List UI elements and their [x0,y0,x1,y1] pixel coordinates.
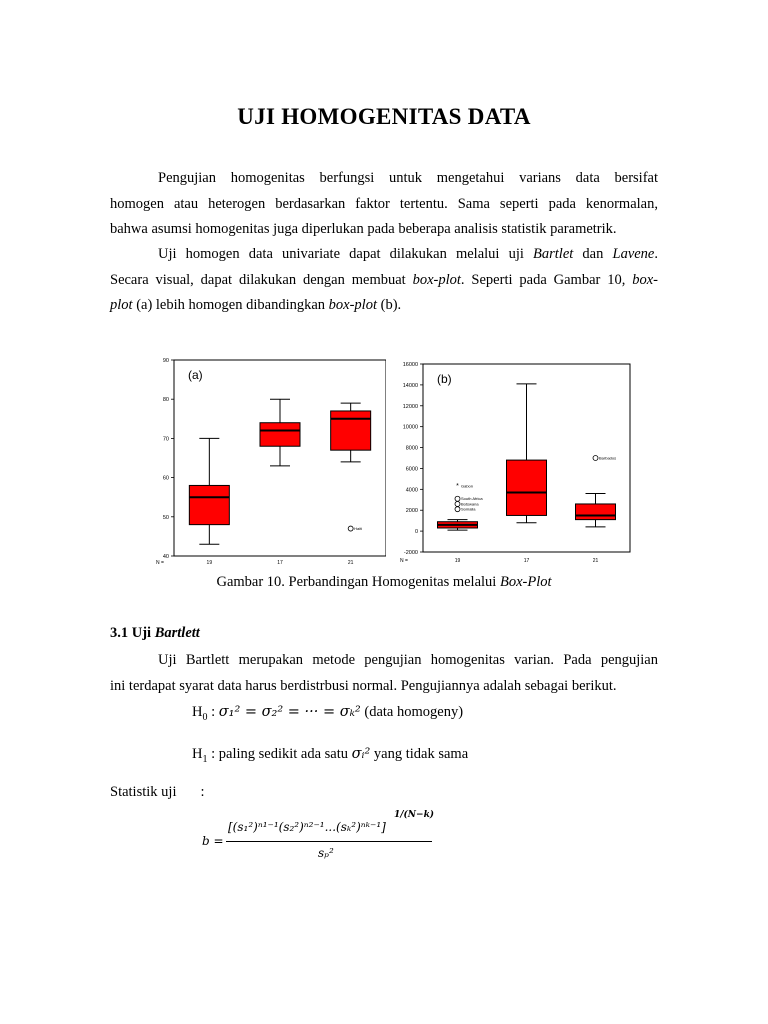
h0-colon: : [207,704,219,720]
outlier-point [455,501,460,506]
text-line: homogen atau heterogen berdasarkan faktor tertentu. Sama seperti pada kenormalan, [110,195,658,212]
y-tick-label: 14000 [402,382,418,389]
category-label: 21 [347,560,354,566]
text-line [110,242,658,268]
formula-numerator: [(s₁²)ⁿ¹⁻¹(s₂²)ⁿ²⁻¹...(sₖ²)ⁿᵏ⁻¹] [228,820,386,834]
h0-label: H [192,704,203,720]
y-tick-label: 16000 [402,362,418,368]
category-label: 21 [592,558,599,564]
text-run: Uji homogen data univariate dapat dilakukan melalui uji [158,246,534,262]
h1-tail: yang tidak sama [370,746,469,762]
hypothesis-h0 [192,704,463,723]
y-tick-label: 0 [414,529,418,536]
outlier-label: Barbados [599,455,617,461]
text-line [110,268,658,294]
text-run: (a) lebih homogen dibandingkan [132,297,329,313]
formula-denominator: sₚ² [318,846,334,860]
h1-subscript: 1 [202,753,208,765]
h0-subscript: 0 [202,711,208,723]
category-label: 17 [277,560,283,566]
outlier-point [348,526,353,531]
text-run-italic: Bartlet [533,246,574,262]
text-run: . Seperti pada Gambar 10, [460,271,633,288]
h0-note: (data homogeny) [360,704,464,720]
paragraph-methods [110,242,658,319]
caption-text: Gambar 10. Perbandingan Homogenitas melalui [216,574,500,590]
y-tick-label: 50 [162,514,169,521]
caption-italic: Box-Plot [499,574,552,590]
n-corner-label: N = [400,558,408,564]
page-title: UJI HOMOGENITAS DATA [237,104,531,129]
y-tick-label: 40 [162,554,169,560]
paragraph-intro [110,166,658,243]
category-label: 17 [523,558,530,564]
fraction-bar [226,841,432,842]
y-tick-label: 2000 [405,508,418,515]
outlier-label: South Africa [461,496,483,502]
box [260,423,300,447]
y-tick-label: 90 [162,358,169,364]
boxplot-chart-b [398,360,632,566]
n-corner-label: N = [156,560,164,566]
text-run: dan [573,246,613,262]
panel-label: (a) [188,368,203,382]
h1-symbol: σᵢ² [351,746,371,762]
text-line: Pengujian homogenitas berfungsi untuk mengetahui varians data bersifat [158,170,658,186]
category-label: 19 [206,560,213,566]
text-run: . [654,246,658,262]
outlier-label: Somalia [461,506,476,512]
text-line: bahwa asumsi homogenitas juga diperlukan pada beberapa analisis statistik parametrik. [110,221,617,237]
statistic-label [110,784,205,801]
outlier-label: Botswana [461,501,479,507]
formula-exponent: 1/(N−k) [394,810,435,820]
y-tick-label: 80 [162,397,169,404]
h1-text: : paling sedikit ada satu [207,746,352,762]
box [189,485,229,524]
box [507,460,547,515]
text-run-italic: plot [110,297,133,313]
extreme-point: * [456,483,459,491]
stat-label-text: Statistik uji [110,784,177,800]
text-run-italic: box-plot [328,297,377,313]
box [576,504,616,520]
h0-formula: σ₁² = σ₂² = ··· = σₖ² [218,704,361,720]
boxplot-chart-a [154,354,386,568]
outlier-point [593,456,598,461]
outlier-label: Haiti [354,526,363,532]
formula-lhs: b = [202,834,224,848]
text-run-italic: box-plot [412,271,461,288]
y-tick-label: 70 [162,436,169,443]
text-run-italic: box- [632,271,658,288]
text-run: Secara visual, dapat dilakukan dengan membuat [110,271,413,288]
h1-label: H [192,746,203,762]
y-tick-label: 8000 [405,445,418,452]
text-line: ini terdapat syarat data harus berdistrbusi normal. Pengujiannya adalah sebagai berikut. [110,677,617,694]
paragraph-bartlett [110,648,658,699]
text-line: Uji Bartlett merupakan metode pengujian homogenitas varian. Pada pengujian [158,652,658,668]
panel-label: (b) [437,372,452,386]
outlier-point [455,496,460,501]
section-heading [110,625,200,642]
hypothesis-h1 [192,746,468,765]
y-tick-label: -2000 [403,550,418,556]
section-number: 3.1 Uji [110,625,155,641]
text-line [110,293,658,319]
y-tick-label: 12000 [402,403,418,410]
text-run-italic: Lavene [612,246,655,262]
section-title: Bartlett [154,625,200,641]
figure-caption [0,574,768,591]
extreme-label: Gabon [461,483,474,489]
category-label: 19 [454,558,461,564]
y-tick-label: 6000 [405,466,418,473]
box [331,411,371,450]
bartlett-formula [202,810,442,870]
y-tick-label: 60 [162,475,169,482]
text-run: (b). [377,297,402,313]
stat-colon: : [200,784,205,800]
outlier-point [455,507,460,512]
y-tick-label: 10000 [402,424,418,431]
y-tick-label: 4000 [405,487,418,494]
